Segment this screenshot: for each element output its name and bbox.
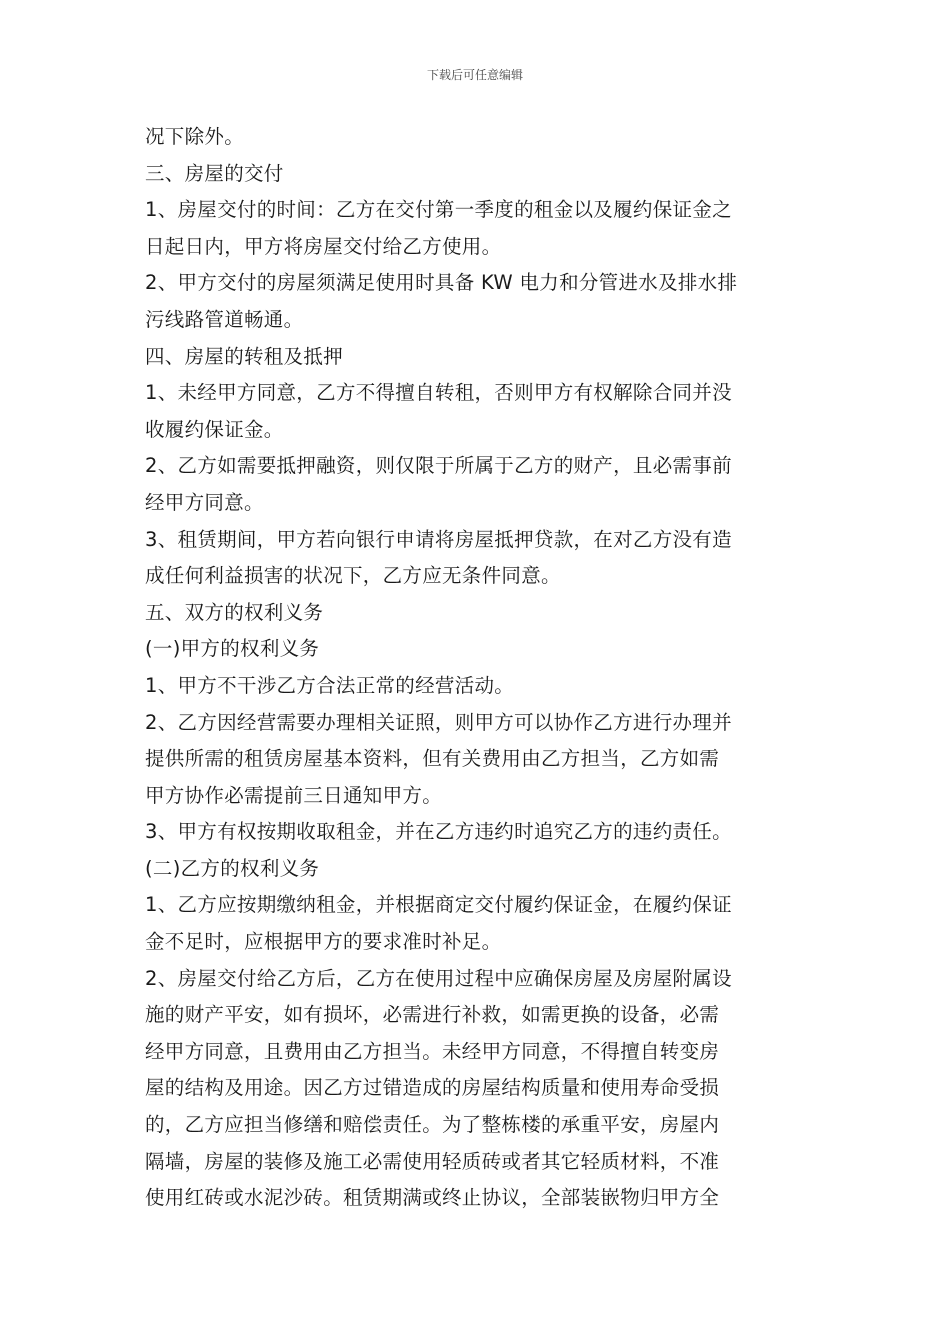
- text-line: 施的财产平安，如有损坏，必需进行补救，如需更换的设备，必需: [145, 1003, 720, 1027]
- text-line: 经甲方同意，且费用由乙方担当。未经甲方同意，不得擅自转变房: [145, 1039, 720, 1063]
- text-line: 屋的结构及用途。因乙方过错造成的房屋结构质量和使用寿命受损: [145, 1076, 720, 1100]
- text-line: 3、甲方有权按期收取租金，并在乙方违约时追究乙方的违约责任。: [145, 820, 732, 844]
- text-line: 3、租赁期间，甲方若向银行申请将房屋抵押贷款，在对乙方没有造: [145, 527, 732, 551]
- text-line: 1、甲方不干涉乙方合法正常的经营活动。: [145, 673, 515, 697]
- document-body: [145, 119, 810, 1217]
- text-line: 1、房屋交付的时间：乙方在交付第一季度的租金以及履约保证金之: [145, 198, 732, 222]
- text-line: 2、乙方因经营需要办理相关证照，则甲方可以协作乙方进行办理并: [145, 710, 732, 734]
- text-line: 2、房屋交付给乙方后，乙方在使用过程中应确保房屋及房屋附属设: [145, 966, 732, 990]
- text-line: 金不足时，应根据甲方的要求准时补足。: [145, 930, 502, 954]
- text-line: 1、未经甲方同意，乙方不得擅自转租，否则甲方有权解除合同并没: [145, 381, 732, 405]
- text-line: 成任何利益损害的状况下，乙方应无条件同意。: [145, 564, 561, 588]
- text-line: 日起日内，甲方将房屋交付给乙方使用。: [145, 234, 502, 258]
- text-line: 甲方协作必需提前三日通知甲方。: [145, 783, 443, 807]
- text-line: 三、房屋的交付: [145, 161, 284, 185]
- page-header: 下载后可任意编辑: [426, 68, 523, 82]
- text-line: 1、乙方应按期缴纳租金，并根据商定交付履约保证金，在履约保证: [145, 893, 732, 917]
- text-line: 五、双方的权利义务: [145, 600, 324, 624]
- text-line: 使用红砖或水泥沙砖。租赁期满或终止协议，全部装嵌物归甲方全: [145, 1186, 720, 1210]
- text-line: 收履约保证金。: [145, 417, 284, 441]
- text-line: 四、房屋的转租及抵押: [145, 344, 344, 368]
- text-line: 况下除外。: [145, 125, 245, 148]
- text-line: 的，乙方应担当修缮和赔偿责任。为了整栋楼的承重平安，房屋内: [145, 1113, 720, 1137]
- text-line: 2、乙方如需要抵押融资，则仅限于所属于乙方的财产，且必需事前: [145, 454, 732, 478]
- text-line: 隔墙，房屋的装修及施工必需使用轻质砖或者其它轻质材料，不准: [145, 1149, 720, 1173]
- text-line: 2、甲方交付的房屋须满足使用时具备 KW 电力和分管进水及排水排: [145, 271, 738, 295]
- text-line: (一)甲方的权利义务: [145, 637, 320, 661]
- text-line: (二)乙方的权利义务: [145, 856, 320, 880]
- text-line: 提供所需的租赁房屋基本资料，但有关费用由乙方担当，乙方如需: [145, 747, 720, 771]
- text-line: 污线路管道畅通。: [145, 307, 304, 331]
- text-line: 经甲方同意。: [145, 490, 264, 514]
